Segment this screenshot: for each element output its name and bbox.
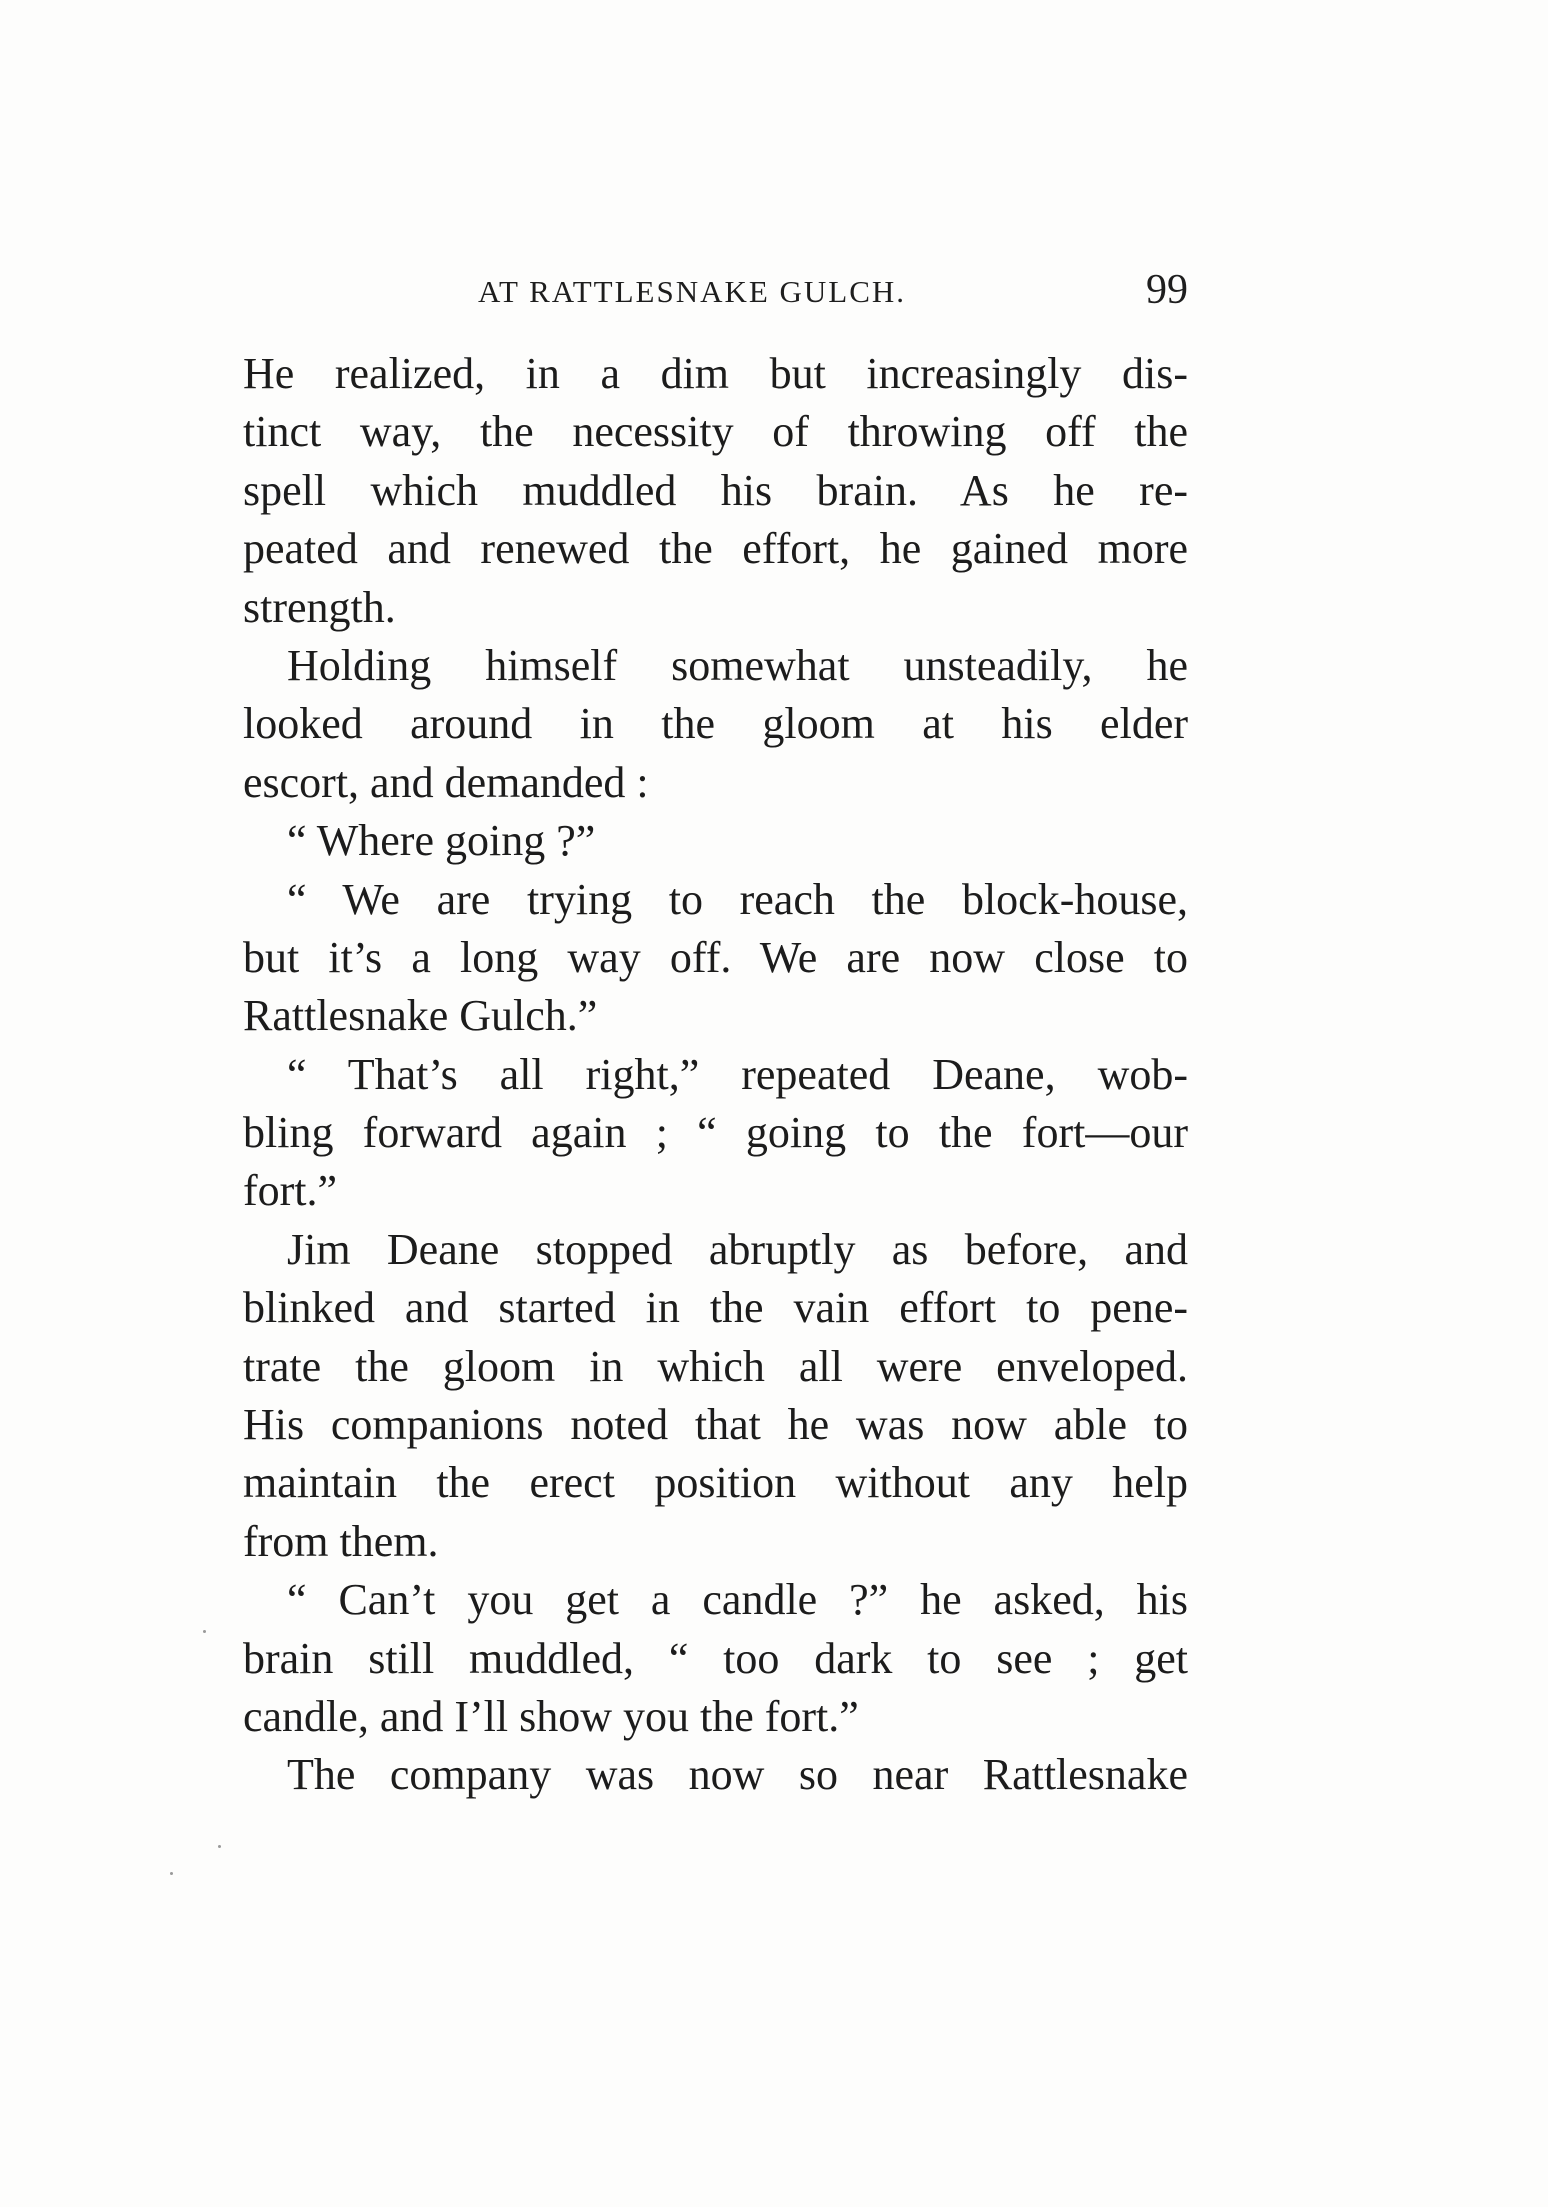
text-line: “ That’s all right,” repeated Deane, wob-: [287, 1049, 1188, 1099]
text-line: tinct way, the necessity of throwing off the: [243, 407, 1188, 457]
ink-speck: [170, 1872, 173, 1875]
text-line: He realized, in a dim but increasingly dis-: [243, 349, 1188, 398]
running-head: [243, 262, 1188, 312]
page-number: 99: [1146, 267, 1188, 313]
body-text: [243, 345, 1188, 1805]
text-line: brain still muddled, “ too dark to see ; get: [243, 1633, 1188, 1683]
text-line: escort, and demanded :: [243, 757, 649, 807]
ink-speck: [218, 1845, 221, 1848]
text-line: candle, and I’ll show you the fort.”: [243, 1691, 859, 1741]
text-line: “ Can’t you get a candle ?” he asked, his: [287, 1575, 1188, 1625]
text-line: maintain the erect position without any help: [243, 1458, 1188, 1508]
text-line: Holding himself somewhat unsteadily, he: [287, 640, 1188, 690]
text-line: blinked and started in the vain effort to pene-: [243, 1283, 1188, 1333]
text-line: strength.: [243, 582, 396, 632]
text-line: fort.”: [243, 1166, 338, 1216]
text-line: trate the gloom in which all were enveloped.: [243, 1341, 1188, 1391]
text-line: but it’s a long way off. We are now close to: [243, 932, 1188, 982]
text-line: looked around in the gloom at his elder: [243, 699, 1188, 749]
text-line: The company was now so near Rattlesnake: [287, 1750, 1188, 1800]
text-line: spell which muddled his brain. As he re-: [243, 465, 1188, 515]
text-line: “ Where going ?”: [287, 816, 596, 866]
ink-speck: [203, 1630, 206, 1633]
text-line: His companions noted that he was now able to: [243, 1400, 1188, 1450]
text-line: peated and renewed the effort, he gained more: [243, 524, 1188, 574]
text-line: from them.: [243, 1516, 439, 1566]
running-title: AT RATTLESNAKE GULCH.: [478, 274, 907, 309]
text-line: Jim Deane stopped abruptly as before, and: [287, 1224, 1188, 1274]
text-line: “ We are trying to reach the block-house,: [287, 874, 1188, 924]
text-line: Rattlesnake Gulch.”: [243, 991, 598, 1041]
text-line: bling forward again ; “ going to the fort—our: [243, 1108, 1188, 1158]
